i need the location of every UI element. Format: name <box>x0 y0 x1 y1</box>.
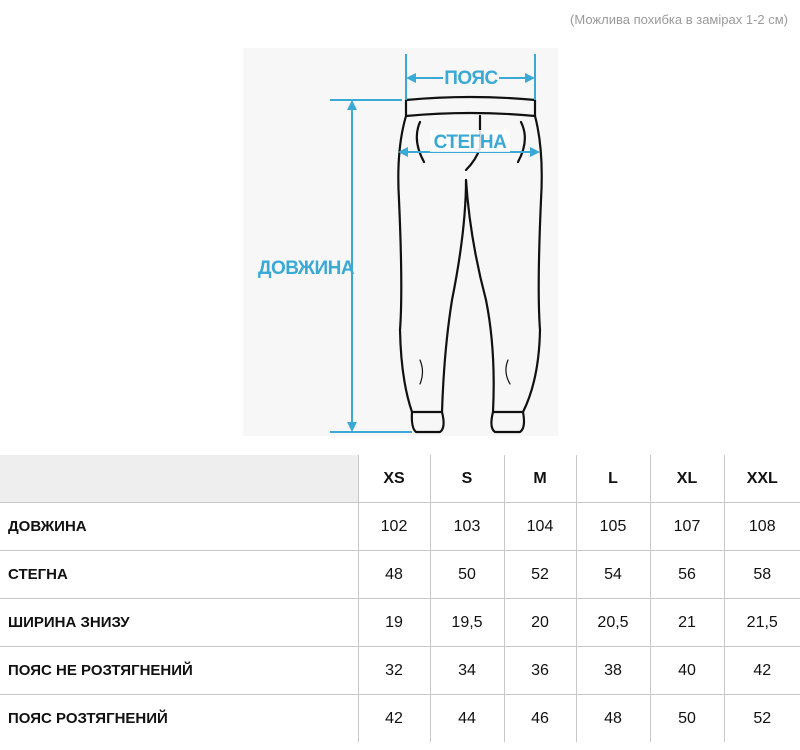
cell-value: 102 <box>358 503 430 551</box>
pants-measurement-diagram <box>0 40 800 440</box>
cell-value: 44 <box>430 695 504 743</box>
size-xl: XL <box>650 455 724 503</box>
cell-value: 50 <box>650 695 724 743</box>
cell-value: 20,5 <box>576 599 650 647</box>
cell-value: 107 <box>650 503 724 551</box>
table-row <box>0 647 800 695</box>
cell-value: 42 <box>724 647 800 695</box>
row-label-length: ДОВЖИНА <box>0 503 358 551</box>
hip-label: СТЕГНА <box>433 132 507 153</box>
cell-value: 108 <box>724 503 800 551</box>
cell-value: 40 <box>650 647 724 695</box>
size-header-row <box>0 455 800 503</box>
cell-value: 58 <box>724 551 800 599</box>
row-label-bottom-width: ШИРИНА ЗНИЗУ <box>0 599 358 647</box>
size-xxl: XXL <box>724 455 800 503</box>
pants-illustration <box>0 40 800 440</box>
cell-value: 42 <box>358 695 430 743</box>
cell-value: 20 <box>504 599 576 647</box>
cell-value: 38 <box>576 647 650 695</box>
header-corner-cell <box>0 455 358 503</box>
cell-value: 56 <box>650 551 724 599</box>
measurement-error-note: (Можлива похибка в замірах 1-2 см) <box>570 12 788 27</box>
cell-value: 21 <box>650 599 724 647</box>
cell-value: 48 <box>576 695 650 743</box>
row-label-waist-unstretched: ПОЯС НЕ РОЗТЯГНЕНИЙ <box>0 647 358 695</box>
size-l: L <box>576 455 650 503</box>
cell-value: 52 <box>504 551 576 599</box>
length-label: ДОВЖИНА <box>257 258 355 279</box>
table-row <box>0 503 800 551</box>
table-row <box>0 695 800 743</box>
cell-value: 50 <box>430 551 504 599</box>
cell-value: 103 <box>430 503 504 551</box>
cell-value: 19 <box>358 599 430 647</box>
cell-value: 36 <box>504 647 576 695</box>
cell-value: 105 <box>576 503 650 551</box>
size-chart-table <box>0 455 800 742</box>
table-row <box>0 551 800 599</box>
cell-value: 32 <box>358 647 430 695</box>
cell-value: 104 <box>504 503 576 551</box>
size-m: M <box>504 455 576 503</box>
cell-value: 54 <box>576 551 650 599</box>
cell-value: 21,5 <box>724 599 800 647</box>
cell-value: 19,5 <box>430 599 504 647</box>
cell-value: 48 <box>358 551 430 599</box>
table-row <box>0 599 800 647</box>
cell-value: 52 <box>724 695 800 743</box>
waist-label: ПОЯС <box>444 68 498 89</box>
size-xs: XS <box>358 455 430 503</box>
size-s: S <box>430 455 504 503</box>
row-label-waist-stretched: ПОЯС РОЗТЯГНЕНИЙ <box>0 695 358 743</box>
cell-value: 46 <box>504 695 576 743</box>
row-label-hip: СТЕГНА <box>0 551 358 599</box>
cell-value: 34 <box>430 647 504 695</box>
